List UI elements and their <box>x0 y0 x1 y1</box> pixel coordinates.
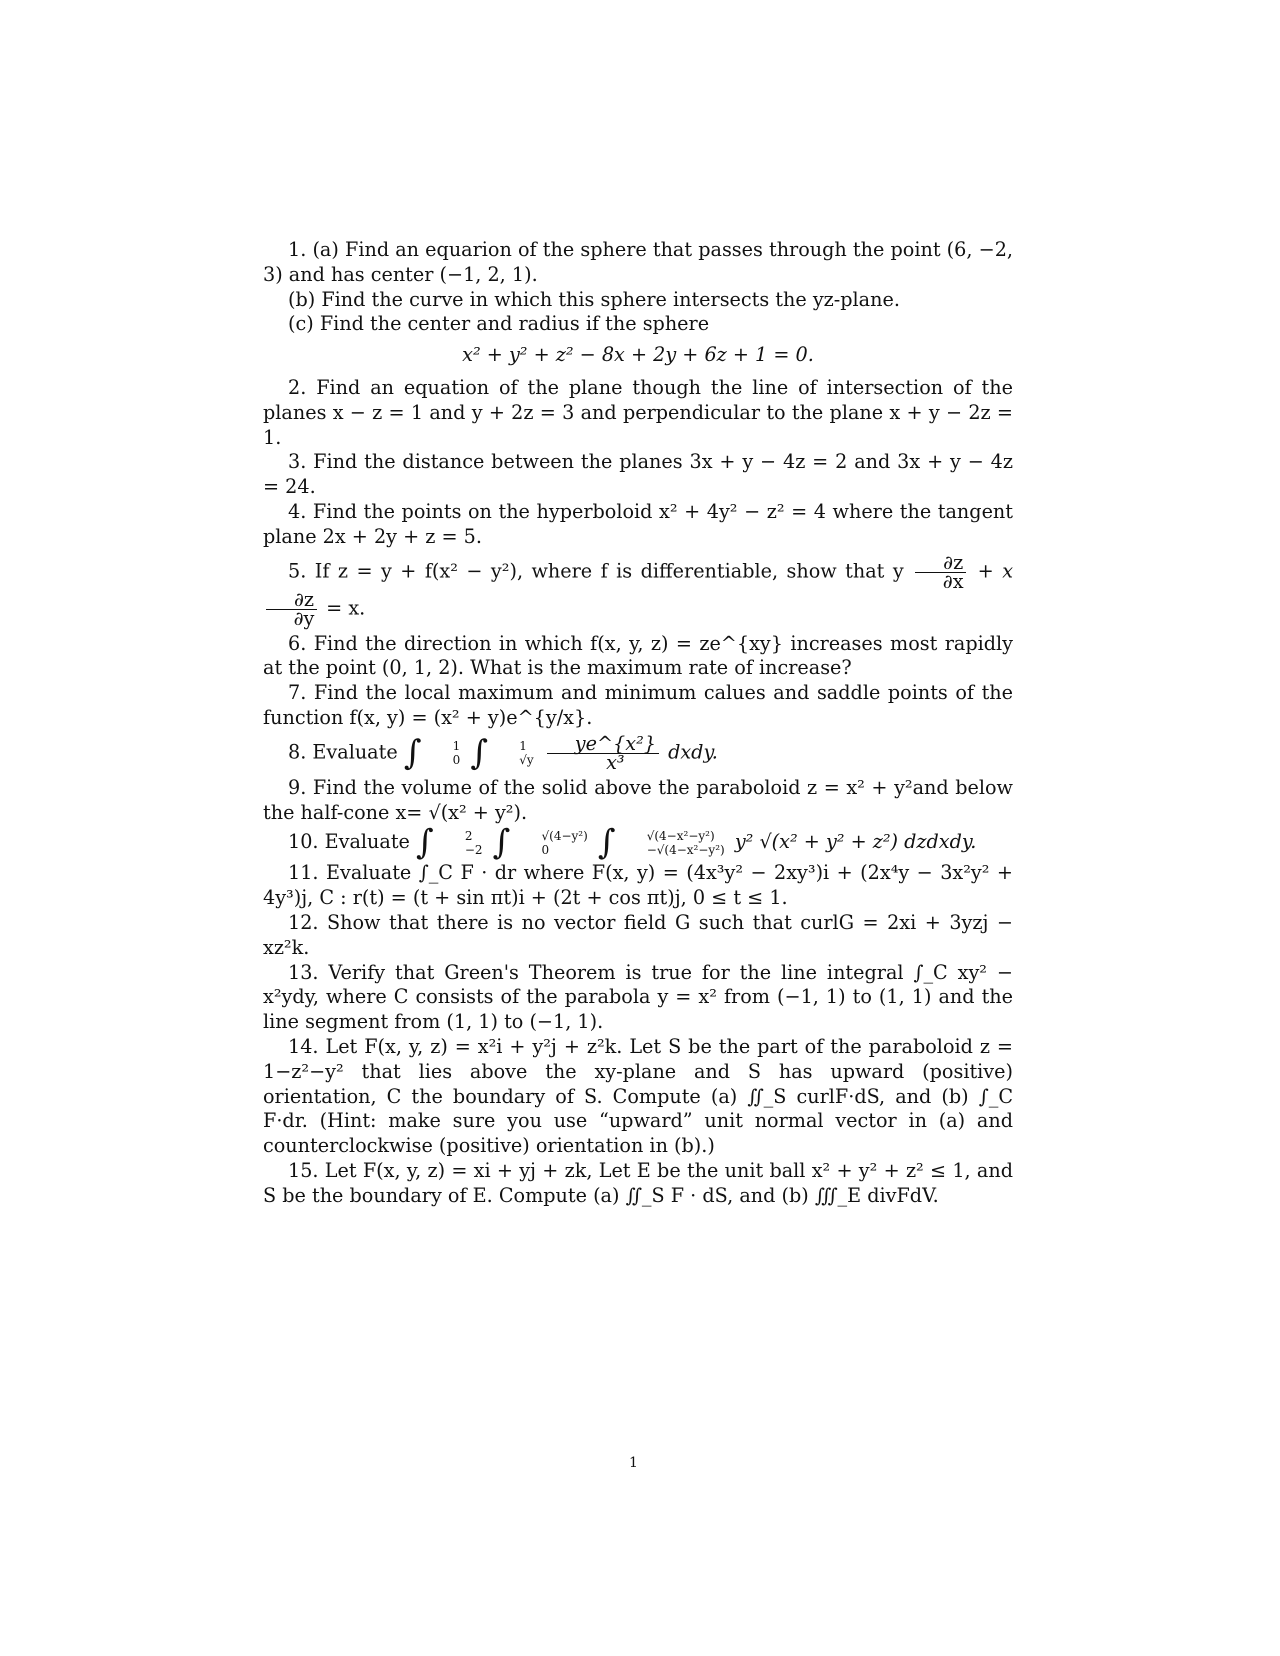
problem-8 <box>263 731 1013 774</box>
limits-3 <box>622 829 725 857</box>
problem-10-label: 10. Evaluate <box>288 830 410 854</box>
problem-4: 4. Find the points on the hyperboloid x² + 4y² − z² = 4 where the tangent plane 2x + 2y + z = 5. <box>263 499 1013 548</box>
lower-limit: −√(4−x²−y²) <box>646 843 725 858</box>
integral-sign: ∫ <box>597 822 616 863</box>
integrand-fraction <box>547 731 659 774</box>
problem-5-end: = x. <box>326 596 366 620</box>
integral-sign: ∫ <box>403 732 422 773</box>
lower-limit: 0 <box>541 843 550 858</box>
problem-9: 9. Find the volume of the solid above the paraboloid z = x² + y²and below the half-cone x= √(x² + y²). <box>263 775 1013 824</box>
problem-10 <box>263 822 1013 863</box>
plus-x: + x <box>977 559 1014 583</box>
outer-limits <box>428 739 461 767</box>
problem-15: 15. Let F(x, y, z) = xi + yj + zk, Let E be the unit ball x² + y² + z² ≤ 1, and S be the boundary of E. Compute (a) ∬_S F · dS, and (b) ∭_E divFdV. <box>263 1158 1013 1207</box>
lower-limit: −2 <box>464 843 483 858</box>
partial-z-y <box>266 587 317 630</box>
page-number: 1 <box>629 1455 638 1471</box>
integrand: y² √(x² + y² + z²) dzdxdy. <box>734 830 977 854</box>
frac-den: ∂x <box>942 569 964 593</box>
frac-num: ∂z <box>266 591 317 610</box>
upper-limit: √(4−y²) <box>541 829 588 844</box>
integral-sign: ∫ <box>492 822 511 863</box>
problem-1a: 1. (a) Find an equarion of the sphere that passes through the point (6, −2, 3) and has center (−1, 2, 1). <box>263 238 1013 286</box>
lower-limit: √y <box>519 753 534 768</box>
problem-sheet <box>263 238 1013 1209</box>
upper-limit: 2 <box>464 829 473 844</box>
problem-1b: (b) Find the curve in which this sphere intersects the yz-plane. <box>288 287 900 311</box>
frac-den: ∂y <box>293 606 315 630</box>
integral-sign: ∫ <box>416 822 434 863</box>
problem-1c: (c) Find the center and radius if the sphere <box>288 312 710 336</box>
problem-1c-equation: x² + y² + z² − 8x + 2y + 6z + 1 = 0. <box>462 343 814 367</box>
problem-6: 6. Find the direction in which f(x, y, z) = ze^{xy} increases most rapidly at the point (0, 1, 2). What is the maximum rate of increase? <box>263 631 1013 680</box>
problem-13: 13. Verify that Green's Theorem is true for the line integral ∫_C xy² − x²ydy, where C consists of the parabola y = x² from (−1, 1) to (1, 1) and the line segment from (1, 1) to (−1, 1). <box>263 960 1013 1034</box>
problem-5 <box>263 550 1014 630</box>
frac-num: ∂z <box>915 554 966 573</box>
inner-limits <box>494 739 533 767</box>
problem-7: 7. Find the local maximum and minimum calues and saddle points of the function f(x, y) = (x² + y)e^{y/x}. <box>263 681 1013 729</box>
frac-num: ye^{x²} <box>547 735 659 754</box>
problem-5-text: 5. If z = y + f(x² − y²), where f is differentiable, show that y <box>288 559 904 583</box>
integral-sign: ∫ <box>470 732 489 773</box>
frac-den: x³ <box>606 750 625 774</box>
lower-limit: 0 <box>452 753 461 768</box>
problem-11: 11. Evaluate ∫_C F · dr where F(x, y) = (4x³y² − 2xy³)i + (2x⁴y − 3x²y² + 4y³)j, C : r(t) = (t + sin πt)i + (2t + cos πt)j, 0 ≤ t ≤ 1. <box>263 861 1013 910</box>
upper-limit: 1 <box>452 739 461 754</box>
upper-limit: √(4−x²−y²) <box>646 829 715 844</box>
differentials: dxdy. <box>668 740 718 764</box>
problem-8-label: 8. Evaluate <box>288 740 398 764</box>
limits-2 <box>516 829 587 857</box>
problem-14: 14. Let F(x, y, z) = x²i + y²j + z²k. Let S be the part of the paraboloid z = 1−z²−y² that lies above the xy-plane and S has upward (positive) orientation, C the boundary of S. Compute (a) ∬_S curlF·dS, and (b) ∫_C F·dr. (Hint: make sure you use “upward” unit normal vector in (a) and counterclockwise (positive) orientation in (b).) <box>263 1034 1013 1158</box>
problem-12: 12. Show that there is no vector field G such that curlG = 2xi + 3yzj − xz²k. <box>263 910 1013 959</box>
upper-limit: 1 <box>519 739 527 754</box>
limits-1 <box>440 829 483 857</box>
problem-2: 2. Find an equation of the plane though the line of intersection of the planes x − z = 1 and y + 2z = 3 and perpendicular to the plane x + y − 2z = 1. <box>263 375 1013 449</box>
partial-z-x <box>915 550 966 593</box>
problem-3: 3. Find the distance between the planes 3x + y − 4z = 2 and 3x + y − 4z = 24. <box>263 450 1013 499</box>
